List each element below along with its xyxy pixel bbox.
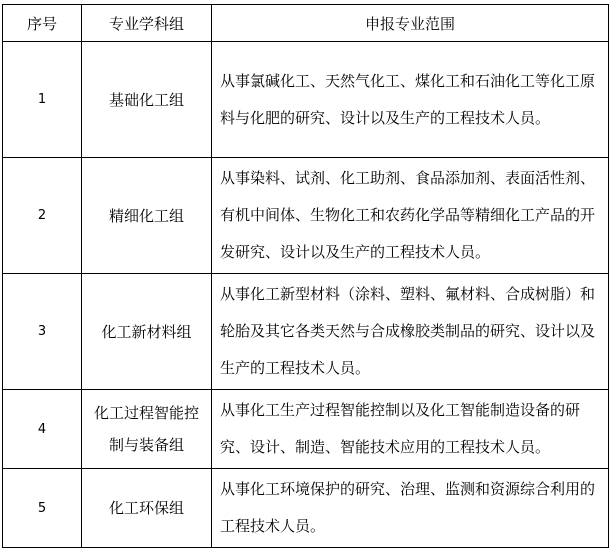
row-serial-number: 4 xyxy=(3,390,82,469)
header-specialty-group: 专业学科组 xyxy=(82,5,212,42)
row-serial-number: 3 xyxy=(3,274,82,390)
row-scope-text: 从事化工生产过程智能控制以及化工智能制造设备的研究、设计、制造、智能技术应用的工程技术人员。 xyxy=(212,390,609,469)
row-group-name: 化工新材料组 xyxy=(82,274,212,390)
table-row xyxy=(3,42,609,158)
row-scope-text: 从事化工环境保护的研究、治理、监测和资源综合利用的工程技术人员。 xyxy=(212,469,609,548)
row-scope-text: 从事染料、试剂、化工助剂、食品添加剂、表面活性剂、有机中间体、生物化工和农药化学品等精细化工产品的开发研究、设计以及生产的工程技术人员。 xyxy=(212,158,609,274)
row-group-name: 精细化工组 xyxy=(82,158,212,274)
table-row xyxy=(3,158,609,274)
row-scope-text: 从事化工新型材料（涂料、塑料、氟材料、合成树脂）和轮胎及其它各类天然与合成橡胶类制品的研究、设计以及生产的工程技术人员。 xyxy=(212,274,609,390)
row-scope-text: 从事氯碱化工、天然气化工、煤化工和石油化工等化工原料与化肥的研究、设计以及生产的工程技术人员。 xyxy=(212,42,609,158)
header-serial-number: 序号 xyxy=(3,5,82,42)
specialty-table xyxy=(2,4,609,548)
row-serial-number: 5 xyxy=(3,469,82,548)
row-serial-number: 2 xyxy=(3,158,82,274)
table-header-row xyxy=(3,5,609,42)
header-application-scope: 申报专业范围 xyxy=(212,5,609,42)
table-row xyxy=(3,390,609,469)
table-row xyxy=(3,469,609,548)
row-group-name: 化工环保组 xyxy=(82,469,212,548)
table-row xyxy=(3,274,609,390)
row-group-name: 基础化工组 xyxy=(82,42,212,158)
row-serial-number: 1 xyxy=(3,42,82,158)
row-group-name: 化工过程智能控制与装备组 xyxy=(82,390,212,469)
